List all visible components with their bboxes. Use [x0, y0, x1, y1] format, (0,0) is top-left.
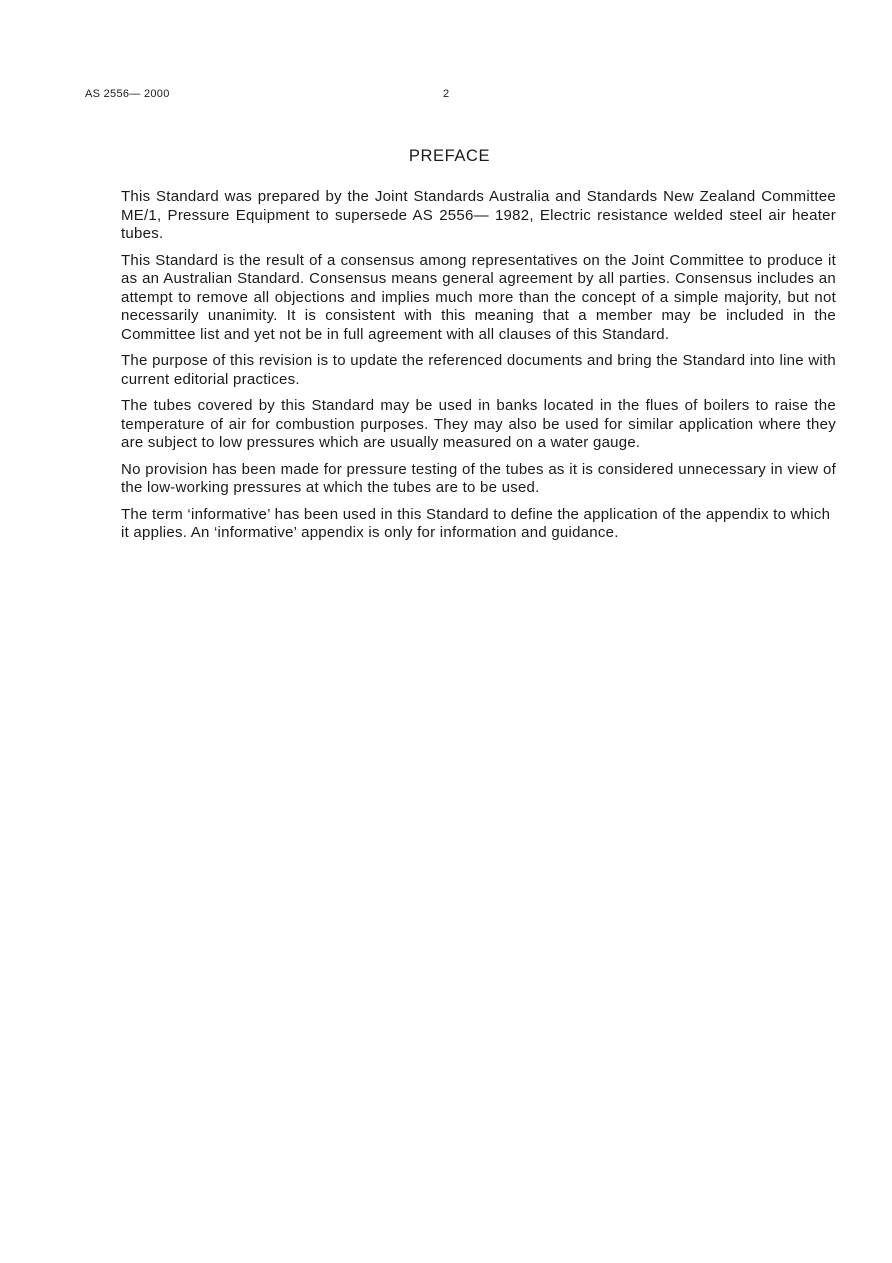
preface-body	[121, 188, 836, 551]
preface-paragraph-3: The purpose of this revision is to update the referenced documents and bring the Standard into line with current editorial practices.	[121, 352, 836, 388]
preface-paragraph-2: This Standard is the result of a consensus among representatives on the Joint Committee to produce it as an Australian Standard. Consensus means general agreement by all parties. Consensus includes an attempt to remove all objections and implies much more than the concept of a simple majority, but not necessarily unanimity. It is consistent with this meaning that a member may be included in the Committee list and yet not be in full agreement with all clauses of this Standard.	[121, 251, 836, 343]
paragraph-1-text: This Standard was prepared by the Joint Standards Australia and Standards New Zealand Committee ME/1, Pressure Equipment to supersede AS 2556— 1982,	[121, 188, 836, 224]
superseded-standard-title: Electric resistance welded steel air heater tubes	[121, 206, 836, 242]
preface-heading: PREFACE	[408, 147, 491, 165]
preface-paragraph-4: The tubes covered by this Standard may be used in banks located in the flues of boilers to raise the temperature of air for combustion purposes. They may also be used for similar application where they are subject to low pressures which are usually measured on a water gauge.	[121, 397, 836, 451]
paragraph-1-end: .	[158, 225, 164, 242]
preface-paragraph-6: The term ‘informative’ has been used in this Standard to define the application of the appendix to which it applies. An ‘informative’ appendix is only for information and guidance.	[121, 505, 831, 541]
preface-paragraph-1	[121, 188, 836, 244]
preface-paragraph-5: No provision has been made for pressure testing of the tubes as it is considered unnecessary in view of the low-working pressures at which the tubes are to be used.	[121, 460, 836, 496]
page-number: 2	[443, 88, 450, 100]
standard-designation: AS 2556— 2000	[85, 88, 170, 100]
